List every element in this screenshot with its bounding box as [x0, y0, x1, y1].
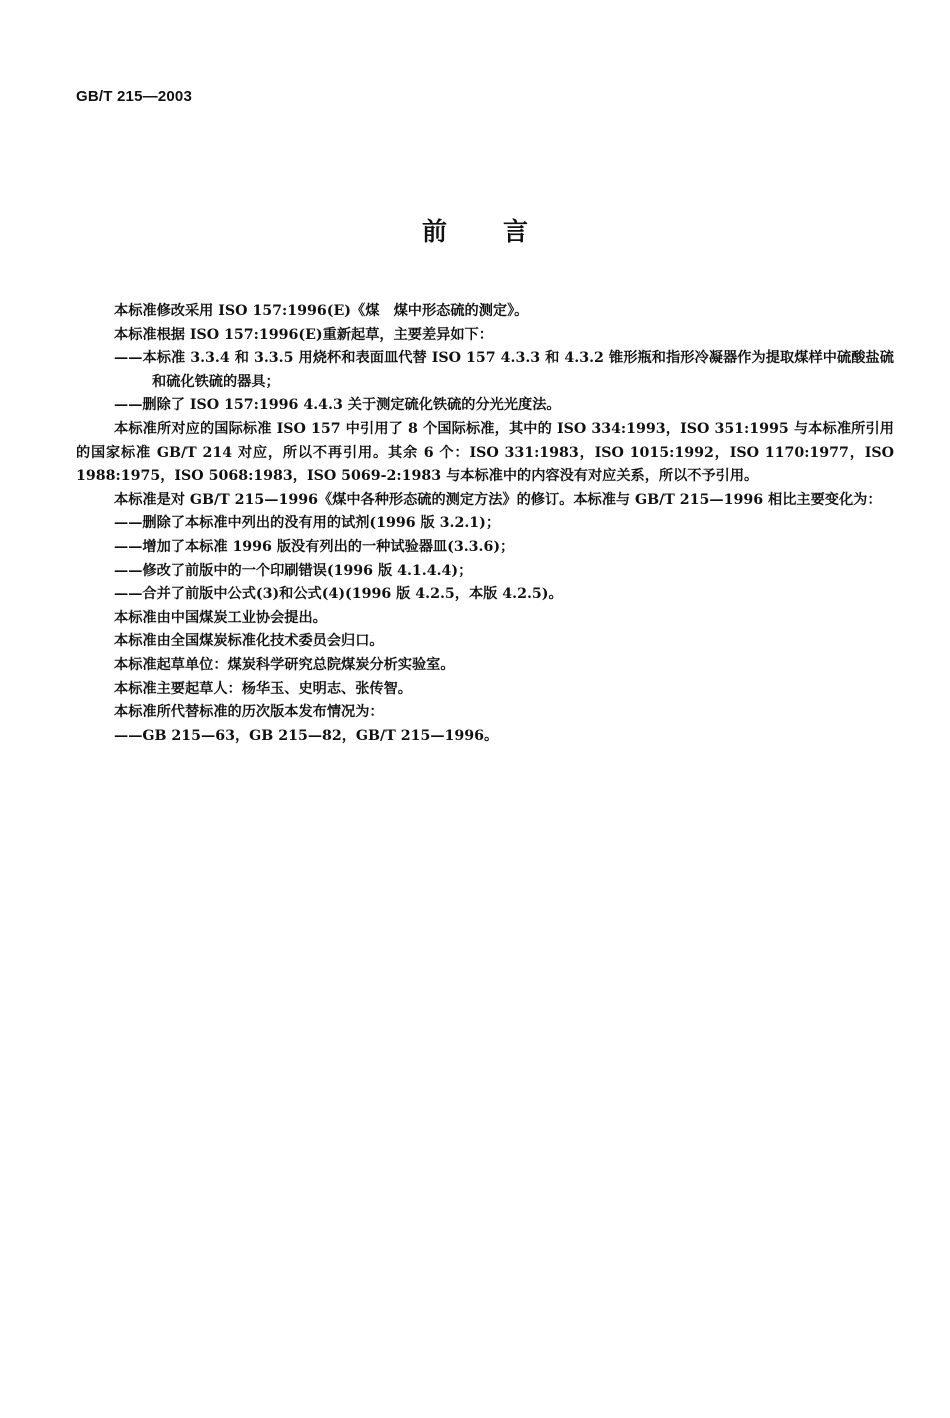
paragraph-history-intro: 本标准所代替标准的历次版本发布情况为： — [114, 704, 384, 721]
paragraph-adoption: 本标准修改采用 ISO 157:1996(E)《煤 煤中形态硫的测定》。 — [114, 303, 529, 319]
page-title: 前言 — [421, 217, 584, 246]
list-item: ——GB 215—63，GB 215—82，GB/T 215—1996。 — [114, 727, 499, 744]
paragraph-proposer: 本标准由中国煤炭工业协会提出。 — [114, 609, 327, 626]
paragraph-committee: 本标准由全国煤炭标准化技术委员会归口。 — [114, 633, 384, 650]
paragraph-drafting-unit: 本标准起草单位：煤炭科学研究总院煤炭分析实验室。 — [114, 656, 455, 673]
paragraph-revision: 本标准是对 GB/T 215—1996《煤中各种形态硫的测定方法》的修订。本标准与 GB/T 215—1996 相比主要变化为： — [114, 491, 882, 508]
list-item: ——删除了 ISO 157:1996 4.4.3 关于测定硫化铁硫的分光光度法。 — [114, 397, 561, 414]
paragraph-references: 本标准所对应的国际标准 ISO 157 中引用了 8 个国际标准，其中的 ISO 334:1993，ISO 351:1995 与本标准所引用的国家标准 GB/T 214 对应，所以不再引用。其余 6 个：ISO 331:1983，ISO 1015:1992，ISO 1170:1977，ISO 1988:1975，ISO 5068:1983，ISO 5069-2:1983 与本标准中的内容没有对应关系，所以不予引用。 — [76, 420, 894, 485]
standard-code: GB/T 215—2003 — [76, 88, 192, 105]
paragraph-drafters: 本标准主要起草人：杨华玉、史明志、张传智。 — [114, 680, 412, 697]
list-item: ——增加了本标准 1996 版没有列出的一种试验器皿(3.3.6)； — [114, 538, 515, 555]
list-item: ——合并了前版中公式(3)和公式(4)(1996 版 4.2.5，本版 4.2.5)。 — [114, 586, 563, 603]
foreword-body — [76, 300, 894, 748]
list-item: ——删除了本标准中列出的没有用的试剂(1996 版 3.2.1)； — [114, 515, 501, 532]
list-item: ——修改了前版中的一个印刷错误(1996 版 4.1.4.4)； — [114, 562, 473, 579]
paragraph-differences-intro: 本标准根据 ISO 157:1996(E)重新起草，主要差异如下： — [114, 326, 493, 343]
list-item: ——本标准 3.3.4 和 3.3.5 用烧杯和表面皿代替 ISO 157 4.3.3 和 4.3.2 锥形瓶和指形冷凝器作为提取煤样中硫酸盐硫和硫化铁硫的器具； — [114, 350, 894, 390]
